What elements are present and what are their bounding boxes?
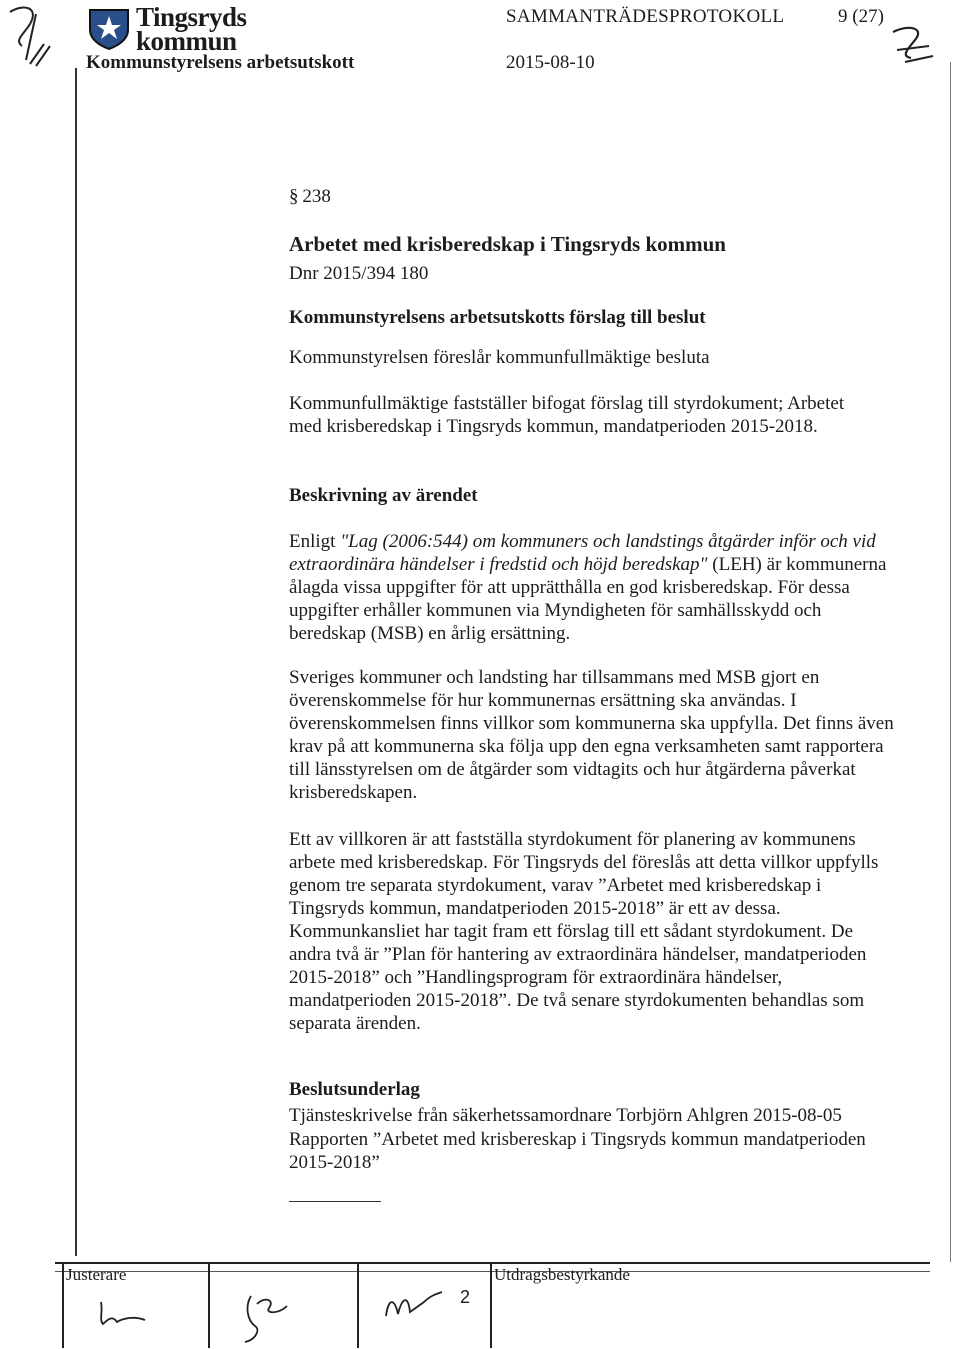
page-number: 9 (27) bbox=[838, 6, 884, 27]
p1-rest: (LEH) är kommunerna ålagda vissa uppgifter för att upprätthålla en god krisberedskap. För dessa uppgifter erhåller kommunen via Myndigheten för samhällsskydd och beredskap (MSB) en årlig ersättning. bbox=[289, 554, 887, 644]
footer-rule-secondary bbox=[55, 1271, 930, 1272]
section-number-value: 238 bbox=[302, 186, 331, 207]
proposal-heading: Kommunstyrelsens arbetsutskotts förslag till beslut bbox=[289, 307, 706, 328]
description-heading: Beskrivning av ärendet bbox=[289, 485, 478, 506]
handwritten-mark-top-left bbox=[0, 0, 70, 80]
initials-signature-1 bbox=[95, 1296, 155, 1330]
description-paragraph-3: Ett av villkoren är att fastställa styrdokument för planering av kommunens arbete med krisberedskap. För Tingsryds del föreslås att detta villkor uppfylls genom tre separata styrdokument, varav ”Arbetet med krisberedskap i Tingsryds kommun, mandatperioden 2015-2018” är ett av dessa. Kommunkansliet har tagit fram ett förslag till ett sådant styrdokument. De andra två är ”Plan för hantering av extraordinära händelser, mandatperioden 2015-2018” och ”Handlingsprogram för extraordinära händelser, mandatperioden 2015-2018”. De två senare styrdokumenten behandlas som separata ärenden. bbox=[289, 829, 879, 1034]
proposal-line1: Kommunstyrelsen föreslår kommunfullmäktige besluta bbox=[289, 347, 710, 368]
unit-name: Kommunstyrelsens arbetsutskott bbox=[86, 52, 355, 73]
handwritten-mark-top-right bbox=[885, 22, 945, 77]
extract-certification-label: Utdragsbestyrkande bbox=[494, 1265, 630, 1284]
basis-line2: Rapporten ”Arbetet med krisbereskap i Tingsryds kommun mandatperioden 2015-2018” bbox=[289, 1129, 866, 1173]
logo-text-line2: kommun bbox=[136, 26, 237, 56]
law-title: "Lag (2006:544) om kommuners och landstings åtgärder inför och vid extraordinära händelser i fredstid och höjd beredskap" bbox=[289, 531, 876, 575]
footer-divider-4 bbox=[490, 1262, 492, 1348]
logo-text-line1: Tingsryds bbox=[136, 2, 247, 32]
proposal-line2: Kommunfullmäktige fastställer bifogat förslag till styrdokument; Arbetet med krisberedskap i Tingsryds kommun, mandatperioden 2015-2018. bbox=[289, 393, 845, 437]
right-margin-rule bbox=[950, 62, 951, 1262]
basis-heading: Beslutsunderlag bbox=[289, 1079, 420, 1100]
footer-divider-3 bbox=[357, 1262, 359, 1348]
document-date: 2015-08-10 bbox=[506, 52, 595, 73]
footer-rule bbox=[55, 1262, 930, 1264]
footer-divider-1 bbox=[62, 1262, 64, 1348]
left-margin-rule bbox=[75, 68, 77, 1256]
initials-signature-2 bbox=[235, 1286, 305, 1346]
section-heading: Arbetet med krisberedskap i Tingsryds kommun bbox=[289, 232, 726, 256]
document-title: SAMMANTRÄDESPROTOKOLL bbox=[506, 6, 785, 27]
description-paragraph-2: Sveriges kommuner och landsting har tillsammans med MSB gjort en överenskommelse för hur kommunernas ersättning ska användas. I överenskommelsen finns villkor som kommunerna ska uppfylla. Det finns även krav på att kommunerna ska följa upp den egna verksamheten samt rapportera till länsstyrelsen om de åtgärder som vidtagits och hur åtgärderna påverkat krisberedskapen. bbox=[289, 667, 894, 803]
initials-signature-3 bbox=[380, 1290, 450, 1330]
basis-line1: Tjänsteskrivelse från säkerhetssamordnare Torbjörn Ahlgren 2015-08-05 bbox=[289, 1105, 842, 1126]
footer-divider-2 bbox=[208, 1262, 210, 1348]
description-paragraph-1 bbox=[289, 530, 889, 645]
p1-prefix: Enligt bbox=[289, 531, 341, 552]
adjusters-label: Justerare bbox=[66, 1265, 127, 1284]
section-number: § 238 bbox=[289, 186, 331, 207]
diary-number: Dnr 2015/394 180 bbox=[289, 263, 429, 284]
separator-line bbox=[289, 1201, 381, 1202]
page-mark: 2 bbox=[460, 1287, 471, 1307]
municipality-crest-icon bbox=[87, 8, 131, 50]
